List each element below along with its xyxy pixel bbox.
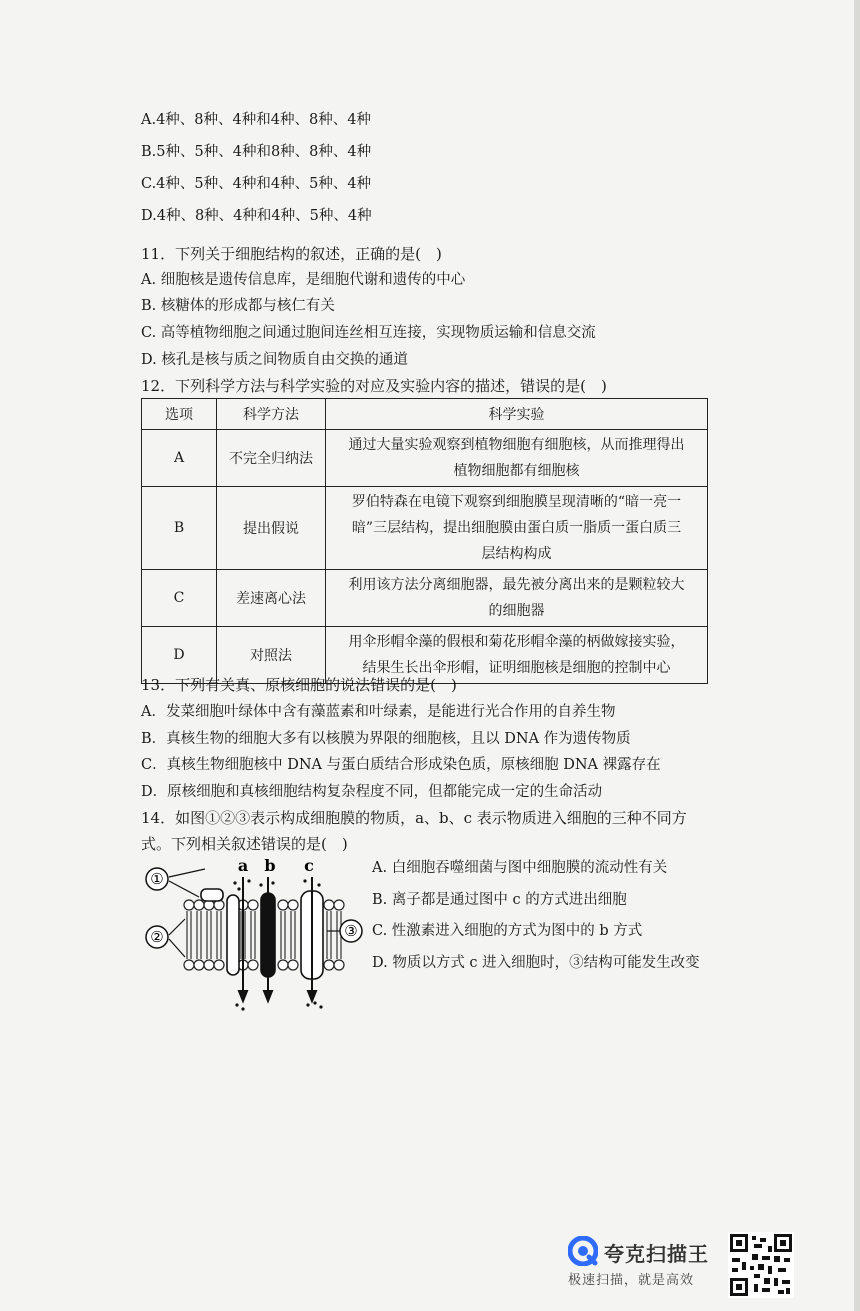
label-one: ① bbox=[150, 870, 164, 888]
q13-stem: 13．下列有关真、原核细胞的说法错误的是( ) bbox=[141, 676, 457, 694]
table-row bbox=[142, 430, 708, 487]
row-experiment bbox=[326, 430, 708, 487]
header-option: 选项 bbox=[142, 399, 217, 430]
channel-protein-left bbox=[227, 895, 239, 975]
q14-option-a: A. 白细胞吞噬细菌与图中细胞膜的流动性有关 bbox=[372, 860, 668, 876]
table-row bbox=[142, 570, 708, 627]
header-experiment: 科学实验 bbox=[326, 399, 708, 430]
q11-option-c: C. 高等植物细胞之间通过胞间连丝相互连接，实现物质运输和信息交流 bbox=[141, 325, 596, 341]
q12-table bbox=[141, 398, 708, 684]
label-b: b bbox=[264, 856, 276, 875]
brand-slogan: 极速扫描，就是高效 bbox=[568, 1273, 695, 1288]
experiment-line: 的细胞器 bbox=[488, 603, 545, 619]
glycoprotein bbox=[201, 889, 223, 901]
q11-stem: 11．下列关于细胞结构的叙述，正确的是( ) bbox=[141, 245, 442, 263]
row-method: 提出假说 bbox=[217, 487, 326, 570]
brand-name: 夸克扫描王 bbox=[604, 1242, 709, 1266]
row-method: 对照法 bbox=[217, 627, 326, 684]
q12-stem: 12．下列科学方法与科学实验的对应及实验内容的描述，错误的是( ) bbox=[141, 377, 607, 395]
q14-option-b: B. 离子都是通过图中 c 的方式进出细胞 bbox=[372, 892, 627, 908]
experiment-line: 层结构构成 bbox=[481, 546, 552, 562]
row-option: C bbox=[142, 570, 217, 627]
label-a: a bbox=[237, 856, 249, 875]
q10-option-a: A.4种、8种、4种和4种、8种、4种 bbox=[141, 112, 371, 128]
q13-option-b: B．真核生物的细胞大多有以核膜为界限的细胞核，且以 DNA 作为遗传物质 bbox=[141, 731, 631, 747]
row-option: B bbox=[142, 487, 217, 570]
row-experiment bbox=[326, 487, 708, 570]
table-row bbox=[142, 487, 708, 570]
label-three: ③ bbox=[344, 922, 358, 940]
q14-stem-line1: 14．如图①②③表示构成细胞膜的物质，a、b、c 表示物质进入细胞的三种不同方 bbox=[141, 809, 687, 827]
experiment-line: 植物细胞都有细胞核 bbox=[453, 463, 580, 479]
q11-option-b: B. 核糖体的形成都与核仁有关 bbox=[141, 298, 335, 314]
q14-option-c: C. 性激素进入细胞的方式为图中的 b 方式 bbox=[372, 923, 643, 939]
row-option: A bbox=[142, 430, 217, 487]
row-method: 差速离心法 bbox=[217, 570, 326, 627]
experiment-line: 利用该方法分离细胞器，最先被分离出来的是颗粒较大 bbox=[348, 577, 685, 593]
row-method: 不完全归纳法 bbox=[217, 430, 326, 487]
q13-option-c: C．真核生物细胞核中 DNA 与蛋白质结合形成染色质，原核细胞 DNA 裸露存在 bbox=[141, 757, 661, 773]
q14-option-d: D. 物质以方式 c 进入细胞时，③结构可能发生改变 bbox=[372, 955, 700, 971]
cell-membrane-diagram bbox=[143, 855, 363, 1015]
q10-option-d: D.4种、8种、4种和4种、5种、4种 bbox=[141, 208, 372, 224]
label-two: ② bbox=[150, 928, 164, 946]
row-option: D bbox=[142, 627, 217, 684]
q10-option-c: C.4种、5种、4种和4种、5种、4种 bbox=[141, 176, 372, 192]
header-method: 科学方法 bbox=[217, 399, 326, 430]
q13-option-a: A．发菜细胞叶绿体中含有藻蓝素和叶绿素，是能进行光合作用的自养生物 bbox=[141, 704, 616, 720]
qr-code-icon bbox=[728, 1232, 794, 1298]
experiment-line: 用伞形帽伞藻的假根和菊花形帽伞藻的柄做嫁接实验， bbox=[348, 634, 685, 650]
q14-stem-line2: 式。下列相关叙述错误的是( ) bbox=[141, 835, 348, 853]
experiment-line: 罗伯特森在电镜下观察到细胞膜呈现清晰的“暗一亮一 bbox=[351, 494, 682, 510]
label-c: c bbox=[304, 856, 314, 875]
scan-edge-shadow bbox=[854, 0, 860, 1311]
row-experiment bbox=[326, 570, 708, 627]
q13-option-d: D．原核细胞和真核细胞结构复杂程度不同，但都能完成一定的生命活动 bbox=[141, 784, 603, 800]
scanner-watermark bbox=[568, 1236, 798, 1296]
q11-option-d: D. 核孔是核与质之间物质自由交换的通道 bbox=[141, 352, 408, 368]
q10-option-b: B.5种、5种、4种和8种、8种、4种 bbox=[141, 144, 372, 160]
experiment-line: 通过大量实验观察到植物细胞有细胞核，从而推理得出 bbox=[348, 437, 685, 453]
experiment-line: 暗”三层结构，提出细胞膜由蛋白质一脂质一蛋白质三 bbox=[351, 520, 682, 536]
table-header-row bbox=[142, 399, 708, 430]
q11-option-a: A. 细胞核是遗传信息库，是细胞代谢和遗传的中心 bbox=[141, 272, 466, 288]
quark-logo-icon bbox=[568, 1236, 598, 1266]
experiment-line: 结果生长出伞形帽，证明细胞核是细胞的控制中心 bbox=[362, 660, 671, 676]
